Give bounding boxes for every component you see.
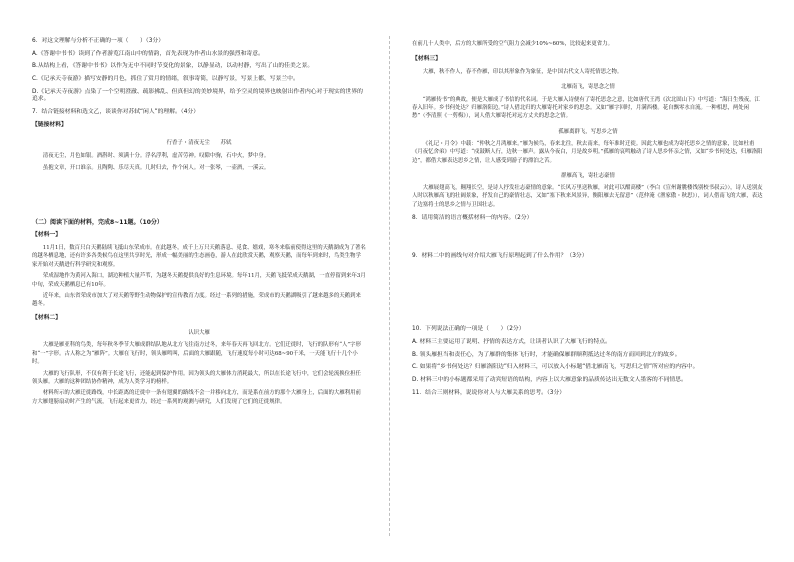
material-three-subtitle-3: 群雁高飞，寄壮志豪情 (561, 172, 615, 179)
q9-answer-space (412, 260, 764, 324)
material-one-para-1: 11月1日，数百只白天鹅陆续飞抵山东荣成市。在此越冬，成千上万只天鹅落息、觅食、嬉戏，寒冬来临前使得这里的天鹅湖成为了著名的越冬栖息地，还有许多各类候鸟在这里共享时光，形成一幅美丽的生态画卷，游人在此欣赏天鹅，观察天鹅，而每年到来时，鸟类生物学家开始对天鹅进行科学研究和观察。 (32, 245, 366, 268)
q10-option-a: A. 材料三主要运用了说明、抒情的表达方式，让读者认识了大雁飞行的特点。 (412, 339, 611, 346)
poem-title: 行香子・清夜无尘 苏轼 (166, 140, 232, 147)
material-three-label: 【材料三】 (412, 56, 441, 63)
q10-option-d: D. 材料三中的小标题都采用了动宾短语的结构，内容上以大雁意象的品质传达出无数文人墨客的不同情思。 (412, 376, 687, 383)
material-two-label: 【材料二】 (32, 314, 61, 321)
material-three-para-3: 大雁展翅高飞，翱翔长空，是诗人抒发壮志豪情的意象。“长风万里送秋雁，对此可以酣高楼”（李白《宣州谢朓楼饯别校书叔云》），诗人送别友人时以秋雁高飞的壮阔景象，抒发自己的豪情壮志，又如“塞下秋来风景异，衡阳雁去无留意”（范仲淹《渔家傲・秋思》），词人借南飞的大雁，表达了边塞将士的思乡之情与卫国壮志。 (412, 185, 763, 208)
q7-stem: 7．结合链接材料和选文乙，谈谈你对苏轼“闲人”的理解。（4分） (32, 108, 199, 115)
material-one-label: 【材料一】 (32, 232, 61, 239)
material-three-para-1: “鸿雁传书”的典故，便是大雁成了书信的代名词。于是大雁入诗便有了寄托思念之意，比如唐代王湾《次北固山下》中写道：“海日生残夜，江春入旧年。乡书何处达？归雁洛阳边。”诗人借北归的大雁寄托对家乡的思念。又如“雁字回时，月满西楼。花自飘零水自流。一种相思，两处闲愁”（李清照《一剪梅》），词人借大雁寄托对远方丈夫的思念之情。 (412, 96, 760, 120)
material-three-subtitle-1: 北雁南飞，寄思念之情 (561, 84, 615, 91)
q8-stem: 8．请用简洁的语言概括材料一的内容。（2分） (412, 215, 533, 222)
q8-answer-space (412, 223, 764, 251)
material-three-para-2: 《礼记・月令》中载：“仲秋之月鸿雁来。”雁为候鸟，春来北往，秋去南来，每年准时迁徙。因此大雁也成为寄托思乡之情的意象，比如杜甫《月夜忆舍弟》中写道：“戍鼓断人行，边秋一雁声。露从今夜白，月是故乡明。”孤雁的哀鸣触动了诗人思乡怀亲之情，又如“乡书何处达，归雁洛阳边”，都借大雁表达思乡之情，让人感受到游子的漂泊之苦。 (412, 140, 763, 164)
q11-stem: 11．结合三则材料，说说你对人与大雁关系的思考。（3分） (412, 389, 566, 396)
q6-option-d: D.《记承天寺夜游》点染了一个空明澄澈、疏影拂乱、但真但幻的美妙境界，给予空灵的境界也映射出作者内心对于现实的世界的追求。 (32, 88, 363, 103)
material-three-intro: 大雁，秋不作人，春不作雁，印以其形象作为象征，是中国古代文人寄托情思之物。 (422, 69, 623, 76)
q10-option-b: B. 领头雁担当和责任心，为了雁群的集体飞行时，才能确保雁群顺利抵达过冬的南方而回到北方的故乡。 (412, 351, 681, 358)
poem-line-2: 虽抱文章，开口谁亲。且陶陶、乐尽天真。几时归去，作个闲人。对一张琴，一壶酒，一溪云。 (42, 165, 270, 172)
material-three-subtitle-2: 孤雁离群飞，写思乡之情 (558, 128, 618, 135)
q10-option-c: C. 如果将“乡书何处达？归雁洛阳边”归入材料三，可以放入小标题“借北雁南飞，写思归之情”所对应的内容中。 (412, 364, 699, 371)
material-two-continued: 在前几十人类中，后方的大雁所受的空气阻力会减少10%~60%，比较起来更省力。 (412, 41, 613, 47)
material-two-para-3: 材料所示的大雁迁徙路线，中长距离的迁徙中一条有翅翼的路线不会一并移向北方，而是系在前方的那个大雁身上，后面的大雁利用前方大雁翅膀扇动时产生的气流，飞行起来更省力，经过一系列的观测与研究，人们发现了它们的迁徙规律。 (32, 390, 361, 405)
q6-stem: 6．对这文理解与分析不正确的一项（ ）（3分） (32, 38, 165, 44)
material-one-para-3: 近年来，山东省荣成市加大了对天鹅等野生动物保护的宣传教育力度。经过一系列的措施，荣成市的天鹅湖吸引了越来越多的天鹅到来越冬。 (32, 292, 361, 308)
left-column (32, 0, 366, 562)
q6-option-a: A.《答谢中书书》读到了作者游览江南山中的情韵，首先表现为作者山水景的强烈和寄意。 (32, 50, 264, 57)
column-divider (389, 36, 390, 536)
poem-line-1: 清夜无尘，月色如银。酒斟时、须满十分。浮名浮利，虚苦劳神。叹隙中驹，石中火，梦中身。 (42, 153, 270, 160)
section-two-title: （二）阅读下面的材料，完成8~11题。（10分） (32, 218, 163, 226)
right-column (412, 0, 764, 562)
q6-option-b: B.从结构上看，《答谢中书书》以作为无中不同时节变化的景象，以静显动，以动衬静，写出了山的佳美之景。 (32, 63, 314, 70)
material-one-para-2: 荣成湿地作为黄河入海口，湖边种植大量芦苇，为越冬天鹅提供良好的生息环境。每年11月，天鹅飞抵荣成天鹅湖，一直停留到来年3月中旬，荣成天鹅栖息已有10年。 (32, 273, 366, 288)
material-two-title: 认识大雁 (188, 330, 210, 337)
q10-stem: 10．下列说法正确的一项是（ ）（2分） (412, 326, 525, 333)
link-material-label: 【链接材料】 (32, 122, 67, 129)
q9-stem: 9．材料二中的画线句对介绍大雁飞行原理起到了什么作用？（3分） (412, 252, 588, 259)
material-two-para-1: 大雁是雁亚科的鸟类，每年秋冬季节大雁成群结队地从北方飞往南方过冬，来年春天再飞回北方。它们迁徙时，飞行的队形有“人”字形和“一”字形。古人称之为“雁阵”。大雁在飞行时，领头雁鸣叫，后面的大雁跟随，飞行速度每小时可达68~90千米，一天能飞行十几个小时。 (32, 342, 361, 366)
q6-option-c: C.《记承天寺夜游》描写安静的月色，抓住了赏月的情绪，叙事寄简，以静写景，写景上都，写景兰中。 (32, 75, 299, 82)
material-two-para-2: 大雁的飞行队形，不仅有利于长途飞行，还能起到保护作用。因为领头的大雁体力消耗最大，所以在长途飞行中，它们会轮流换位担任领头雁。大雁的这种团结协作精神，成为人类学习的榜样。 (32, 370, 361, 385)
